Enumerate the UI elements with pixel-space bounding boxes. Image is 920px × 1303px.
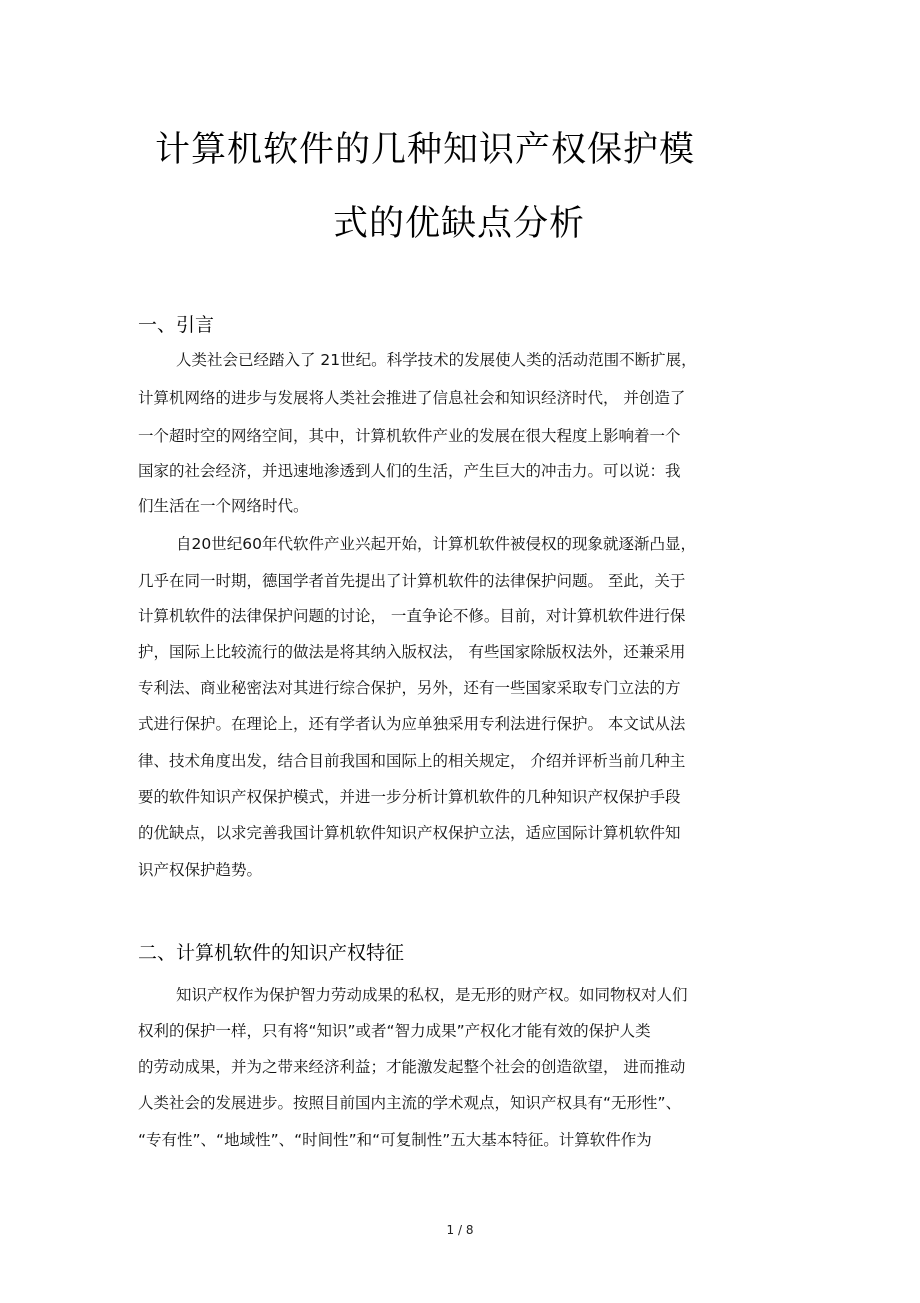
paragraph-line: 权利的保护一样，只有将“知识”或者“智力成果”产权化才能有效的保护人类 bbox=[138, 1022, 651, 1040]
paragraph-line: 计算机网络的进步与发展将人类社会推进了信息社会和知识经济时代， 并创造了 bbox=[138, 389, 686, 407]
paragraph-line: 自20世纪60年代软件产业兴起开始，计算机软件被侵权的现象就逐渐凸显， bbox=[176, 535, 696, 553]
paragraph-line: 律、技术角度出发，结合目前我国和国际上的相关规定， 介绍并评析当前几种主 bbox=[138, 752, 686, 770]
paragraph-line: 式进行保护。在理论上，还有学者认为应单独采用专利法进行保护。 本文试从法 bbox=[138, 715, 686, 733]
paragraph-line: 护，国际上比较流行的做法是将其纳入版权法， 有些国家除版权法外，还兼采用 bbox=[138, 643, 686, 661]
paragraph-line: 专利法、商业秘密法对其进行综合保护，另外，还有一些国家采取专门立法的方 bbox=[138, 679, 681, 697]
section-heading-introduction: 一、引言 bbox=[138, 314, 215, 336]
paragraph-line: 国家的社会经济，并迅速地渗透到人们的生活，产生巨大的冲击力。可以说：我 bbox=[138, 462, 681, 480]
paragraph-line: 知识产权作为保护智力劳动成果的私权，是无形的财产权。如同物权对人们 bbox=[176, 986, 688, 1004]
section-heading-ip-characteristics: 二、计算机软件的知识产权特征 bbox=[138, 942, 405, 964]
paragraph-line: 的劳动成果，并为之带来经济利益；才能激发起整个社会的创造欲望， 进而推动 bbox=[138, 1058, 686, 1076]
paragraph-line: 要的软件知识产权保护模式，并进一步分析计算机软件的几种知识产权保护手段 bbox=[138, 788, 681, 806]
paragraph-line: 人类社会的发展进步。按照目前国内主流的学术观点，知识产权具有“无形性”、 bbox=[138, 1094, 682, 1112]
paragraph-line: 一个超时空的网络空间，其中，计算机软件产业的发展在很大程度上影响着一个 bbox=[138, 427, 681, 445]
paragraph-line: 几乎在同一时期，德国学者首先提出了计算机软件的法律保护问题。 至此，关于 bbox=[138, 572, 686, 590]
paragraph-line: 计算机软件的法律保护问题的讨论， 一直争论不修。目前，对计算机软件进行保 bbox=[138, 607, 686, 625]
document-title-line-1: 计算机软件的几种知识产权保护模 bbox=[155, 130, 696, 170]
page-number: 1 / 8 bbox=[446, 1223, 474, 1237]
paragraph-line: 的优缺点，以求完善我国计算机软件知识产权保护立法，适应国际计算机软件知 bbox=[138, 824, 681, 842]
paragraph-line: “专有性”、“地域性”、“时间性”和“可复制性”五大基本特征。计算软件作为 bbox=[138, 1131, 652, 1149]
paragraph-line: 人类社会已经踏入了 21世纪。科学技术的发展使人类的活动范围不断扩展， bbox=[176, 351, 697, 369]
document-title-line-2: 式的优缺点分析 bbox=[333, 204, 586, 244]
paragraph-line: 识产权保护趋势。 bbox=[138, 861, 263, 879]
paragraph-line: 们生活在一个网络时代。 bbox=[138, 497, 309, 515]
